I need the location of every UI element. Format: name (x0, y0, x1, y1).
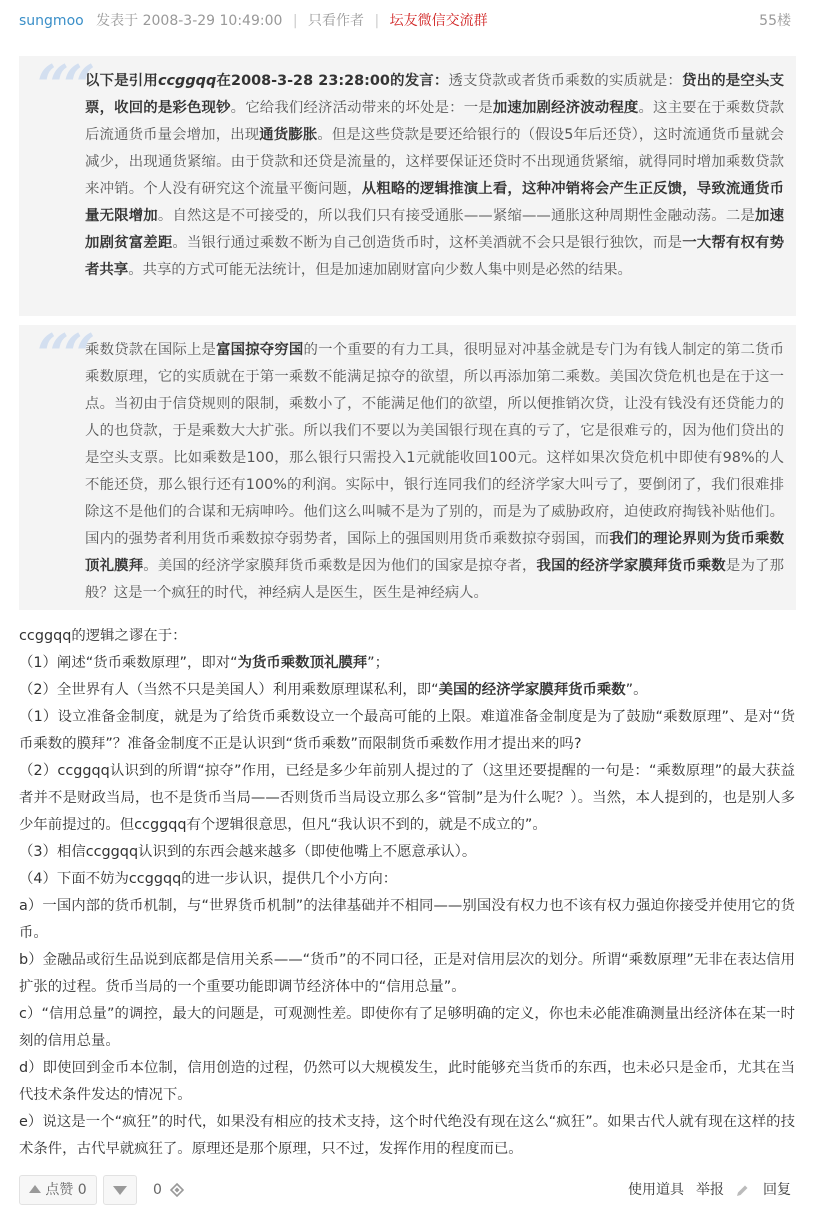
only-author-link[interactable]: 只看作者 (308, 13, 365, 29)
use-tools-link[interactable]: 使用道具 (628, 1182, 684, 1198)
reward-count: 0 (153, 1182, 162, 1198)
separator: | (292, 13, 298, 29)
quote-text: 乘数贷款在国际上是富国掠夺穷国的一个重要的有力工具，很明显对冲基金就是专门为有钱人制定的第二货币乘数原理，它的实质就在于第一乘数不能满足掠夺的欲望，所以再添加第二乘数。美国次贷危机也是在于这一点。当初由于信贷规则的限制，乘数小了，不能满足他们的欲望，所以便推销次贷，让没有钱没有还贷能力的人的也贷款，于是乘数大大扩张。所以我们不要以为美国银行现在真的亏了，它是很难亏的，因为他们贷出的是空头支票。比如乘数是100，那么银行只需投入1元就能收回100元。这样如果次贷危机中即使有98%的人不能还贷，那么银行还有100%的利润。实际中，银行连同我们的经济学家大叫亏了，要倒闭了，我们很难排除这不是他们的合谋和无病呻吟。他们这么叫喊不是为了别的，而是为了威胁政府，迫使政府掏钱补贴他们。国内的强势者利用货币乘数掠夺弱势者，国际上的强国则用货币乘数掠夺弱国，而我们的理论界则为货币乘数顶礼膜拜。美国的经济学家膜拜货币乘数是因为他们的国家是掠夺者，我国的经济学家膜拜货币乘数是为了那般？这是一个疯狂的时代，神经病人是医生，医生是神经病人。 (85, 342, 784, 601)
like-label: 点赞 (45, 1182, 74, 1198)
body-paragraph: b）金融品或衍生品说到底都是信用关系——“货币”的不同口径，正是对信用层次的划分。所谓“乘数原理”无非在表达信用扩张的过程。货币当局的一个重要功能即调节经济体中的“信用总量”。 (19, 952, 795, 995)
body-line: ccggqq的逻辑之谬在于： (19, 628, 187, 644)
reward[interactable] (153, 1175, 184, 1205)
author-link[interactable]: sungmoo (19, 13, 84, 29)
quote-mark-icon: ““ (37, 53, 90, 119)
post-actions (616, 1175, 791, 1205)
post-header (19, 10, 791, 32)
wechat-group-link[interactable]: 坛友微信交流群 (389, 13, 488, 29)
report-link[interactable]: 举报 (696, 1182, 724, 1198)
post-body (19, 623, 795, 1163)
body-paragraph: e）说这是一个“疯狂”的时代，如果没有相应的技术支持，这个时代绝没有现在这么“疯狂”。如果古代人就有现在这样的技术条件，古代早就疯狂了。原理还是那个原理，只不过，发挥作用的程度而已。 (19, 1114, 795, 1157)
post-footer (19, 1175, 791, 1207)
body-line: （1）阐述“货币乘数原理”，即对“为货币乘数顶礼膜拜”； (19, 655, 389, 671)
floor-number: 55楼 (759, 13, 791, 29)
body-paragraph: d）即使回到金币本位制，信用创造的过程，仍然可以大规模发生，此时能够充当货币的东西，也未必只是金币，尤其在当代技术条件发达的情况下。 (19, 1060, 795, 1103)
body-paragraph: a）一国内部的货币机制，与“世界货币机制”的法律基础并不相同——别国没有权力也不该有权力强迫你接受并使用它的货币。 (19, 898, 795, 941)
body-paragraph: （1）设立准备金制度，就是为了给货币乘数设立一个最高可能的上限。难道准备金制度是为了鼓励“乘数原理”、是对“货币乘数的膜拜”？准备金制度不正是认识到“货币乘数”而限制货币乘数作用才提出来的吗? (19, 709, 795, 752)
body-line: （2）全世界有人（当然不只是美国人）利用乘数原理谋私利，即“美国的经济学家膜拜货币乘数”。 (19, 682, 648, 698)
separator: | (374, 13, 380, 29)
quote-mark-icon: ““ (37, 322, 90, 388)
pencil-icon (736, 1184, 749, 1197)
dislike-button[interactable] (103, 1175, 137, 1205)
like-count: 0 (77, 1182, 87, 1198)
quote-text: 以下是引用ccggqq在2008-3-28 23:28:00的发言：透支贷款或者货币乘数的实质就是：贷出的是空头支票，收回的是彩色现钞。它给我们经济活动带来的坏处是：一是加速加剧经济波动程度。这主要在于乘数贷款后流通货币量会增加，出现通货膨胀。但是这些贷款是要还给银行的（假设5年后还贷），这时流通货币量就会减少，出现通货紧缩。由于贷款和还贷是流量的，这样要保证还贷时不出现通货紧缩，就得同时增加乘数贷款来冲销。个人没有研究这个流量平衡问题，从粗略的逻辑推演上看，这种冲销将会产生正反馈，导致流通货币量无限增加。自然这是不可接受的，所以我们只有接受通胀——紧缩——通胀这种周期性金融动荡。二是加速加剧贫富差距。当银行通过乘数不断为自己创造货币时，这杯美酒就不会只是银行独饮，而是一大帮有权有势者共享。共享的方式可能无法统计，但是加速加剧财富向少数人集中则是必然的结果。 (85, 73, 784, 278)
thumb-up-icon (29, 1185, 41, 1193)
coin-icon (170, 1183, 184, 1197)
body-paragraph: c）“信用总量”的调控，最大的问题是，可观测性差。即使你有了足够明确的定义，你也未必能准确测量出经济体在某一时刻的信用总量。 (19, 1006, 795, 1049)
body-paragraph: （2）ccggqq认识到的所谓“掠夺”作用，已经是多少年前别人提过的了（这里还要提醒的一句是：“乘数原理”的最大获益者并不是财政当局，也不是货币当局——否则货币当局设立那么多“管制”是为什么呢？）。当然，本人提到的，也是别人多少年前提过的。但ccggqq有个逻辑很意思，但凡“我认识不到的，就是不成立的”。 (19, 763, 795, 833)
reply-link[interactable]: 回复 (736, 1182, 791, 1198)
quoted-user: ccggqq (157, 73, 217, 89)
thumb-down-icon (113, 1186, 127, 1195)
quote-block (19, 322, 796, 610)
like-button[interactable] (19, 1175, 97, 1205)
quote-block (19, 53, 796, 316)
post-time: 发表于 2008-3-29 10:49:00 (96, 13, 283, 29)
body-paragraph: （4）下面不妨为ccggqq的进一步认识，提供几个小方向： (19, 871, 398, 887)
body-paragraph: （3）相信ccggqq认识到的东西会越来越多（即使他嘴上不愿意承认）。 (19, 844, 477, 860)
